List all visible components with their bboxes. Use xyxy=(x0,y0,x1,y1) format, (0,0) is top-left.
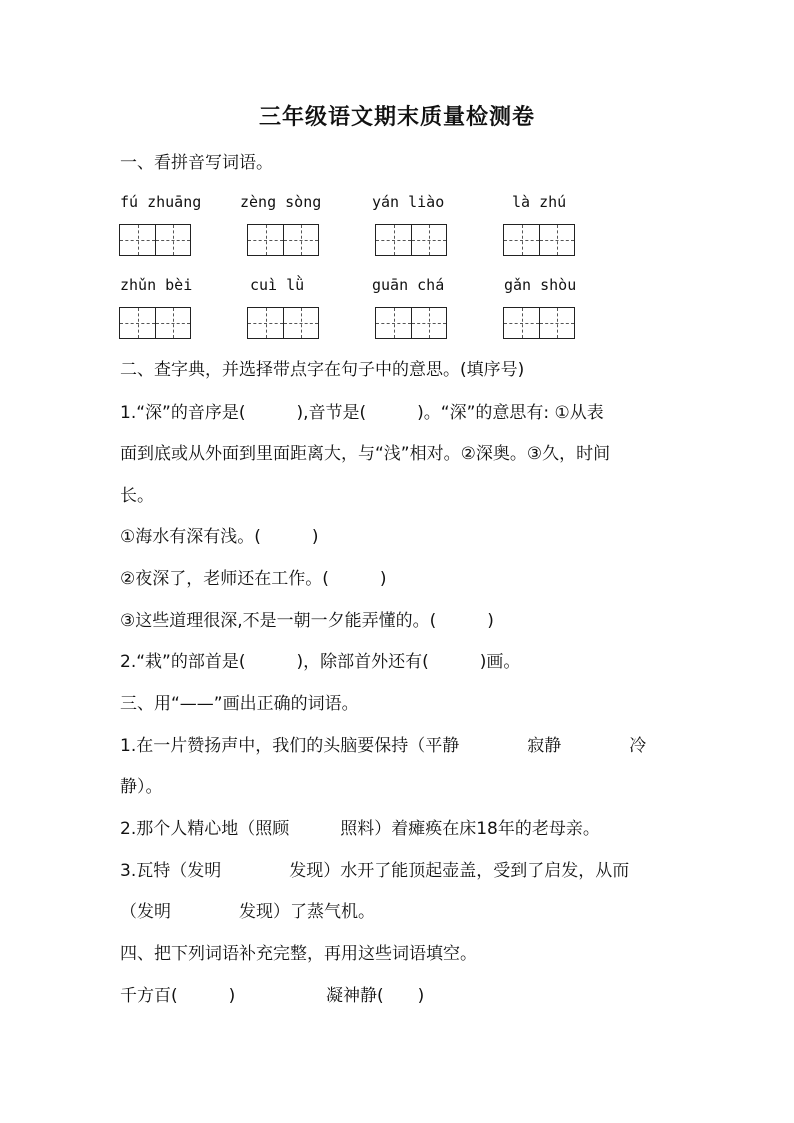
pinyin-6: cuì lǜ xyxy=(250,276,305,294)
writing-box[interactable] xyxy=(247,307,319,339)
question-text: 1.在一片赞扬声中，我们的头脑要保持（平静 寂静 冷 xyxy=(120,736,647,756)
question-text: 2.那个人精心地（照顾 照料）着瘫痪在床18年的老母亲。 xyxy=(120,819,600,839)
section1-heading: 一、看拼音写词语。 xyxy=(120,153,273,173)
writing-box[interactable] xyxy=(119,307,191,339)
sentence-2: ②夜深了，老师还在工作。( ) xyxy=(120,569,387,589)
writing-box[interactable] xyxy=(375,224,447,256)
question-text: 静）。 xyxy=(120,777,163,797)
question-text: （发明 发现）了蒸气机。 xyxy=(120,902,375,922)
writing-box[interactable] xyxy=(503,224,575,256)
writing-box[interactable] xyxy=(503,307,575,339)
fill-item-1: 千方百( ) xyxy=(120,986,236,1006)
writing-box[interactable] xyxy=(119,224,191,256)
question-text: 3.瓦特（发明 发现）水开了能顶起壶盖，受到了启发，从而 xyxy=(120,861,630,881)
pinyin-8: gǎn shòu xyxy=(504,276,577,294)
section3-heading: 三、用“——”画出正确的词语。 xyxy=(120,694,359,714)
question-text: 面到底或从外面到里面距离大，与“浅”相对。②深奥。③久，时间 xyxy=(120,444,611,464)
sentence-1: ①海水有深有浅。( ) xyxy=(120,527,319,547)
pinyin-7: guān chá xyxy=(372,276,445,294)
question-text: 长。 xyxy=(120,486,154,506)
question-text: 2.“栽”的部首是( )，除部首外还有( )画。 xyxy=(120,652,521,672)
page-title: 三年级语文期末质量检测卷 xyxy=(258,104,535,130)
sentence-3: ③这些道理很深,不是一朝一夕能弄懂的。( ) xyxy=(120,611,494,631)
question-text: 1.“深”的音序是( ),音节是( )。“深”的意思有: ①从表 xyxy=(120,403,604,423)
fill-item-2: 凝神静( ) xyxy=(326,986,425,1006)
pinyin-5: zhǔn bèi xyxy=(120,276,193,294)
writing-box[interactable] xyxy=(375,307,447,339)
pinyin-2: zèng sòng xyxy=(240,193,322,211)
section2-heading: 二、查字典，并选择带点字在句子中的意思。(填序号) xyxy=(120,360,525,380)
pinyin-1: fú zhuāng xyxy=(120,193,202,211)
section4-heading: 四、把下列词语补充完整，再用这些词语填空。 xyxy=(120,944,477,964)
pinyin-3: yán liào xyxy=(372,193,445,211)
pinyin-4: là zhú xyxy=(512,193,567,211)
writing-box[interactable] xyxy=(247,224,319,256)
